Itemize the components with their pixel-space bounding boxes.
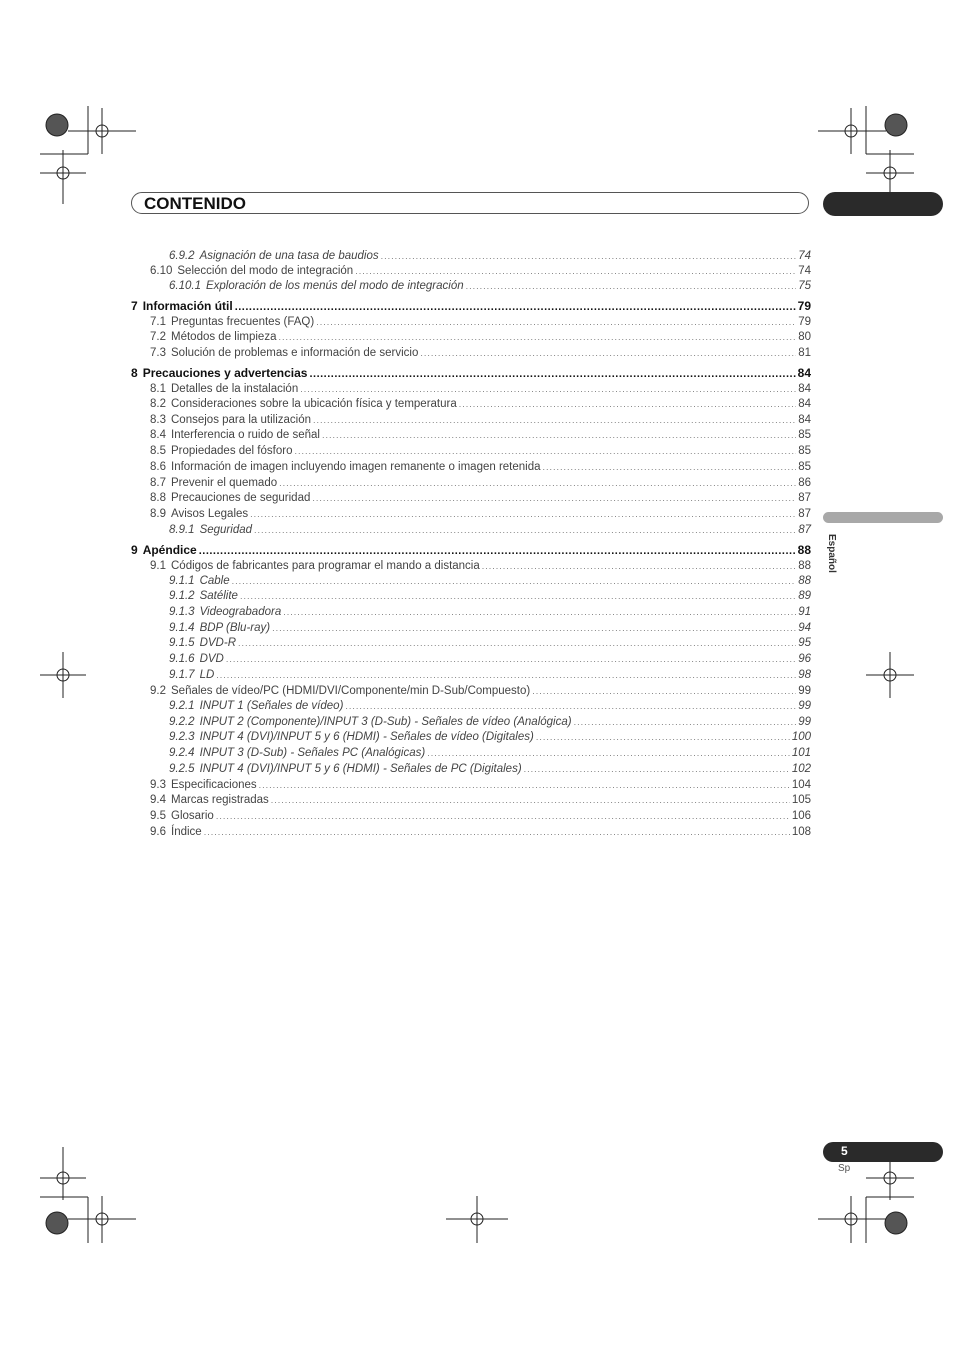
- dot-leader: [345, 699, 796, 714]
- toc-entry-number: 8: [131, 366, 138, 380]
- dot-leader: [254, 523, 796, 538]
- toc-entry[interactable]: [131, 330, 811, 345]
- toc-entry-number: 8.9: [150, 508, 166, 520]
- toc-entry[interactable]: [131, 279, 811, 294]
- dot-leader: [574, 715, 797, 730]
- toc-entry-page: 86: [798, 477, 811, 489]
- toc-entry-label: Especificaciones: [171, 779, 257, 791]
- toc-entry-label: INPUT 3 (D-Sub) - Señales PC (Analógicas): [199, 747, 426, 759]
- toc-entry-page: 99: [798, 700, 811, 712]
- toc-entry[interactable]: [131, 397, 811, 412]
- toc-entry-number: 7: [131, 299, 138, 313]
- toc-entry-number: 8.2: [150, 398, 166, 410]
- dot-leader: [235, 300, 796, 315]
- toc-entry[interactable]: [131, 762, 811, 777]
- toc-entry-label: Cable: [199, 575, 230, 587]
- toc-entry-number: 9.2.5: [169, 763, 195, 775]
- dot-leader: [283, 605, 796, 620]
- toc-entry-label: Marcas registradas: [171, 794, 269, 806]
- toc-entry-label: Glosario: [171, 810, 214, 822]
- toc-entry[interactable]: [131, 636, 811, 651]
- dot-leader: [355, 264, 796, 279]
- dot-leader: [322, 428, 796, 443]
- toc-entry-label: Consejos para la utilización: [171, 414, 311, 426]
- toc-entry-page: 74: [798, 250, 811, 262]
- toc-entry-number: 7.2: [150, 331, 166, 343]
- toc-entry-page: 75: [798, 280, 811, 292]
- toc-entry-number: 8.8: [150, 492, 166, 504]
- toc-entry-label: Índice: [171, 826, 202, 838]
- toc-entry-number: 9.1.3: [169, 606, 195, 618]
- toc-entry-page: 84: [798, 398, 811, 410]
- toc-entry-page: 98: [798, 669, 811, 681]
- toc-entry-number: 9.1.6: [169, 653, 195, 665]
- toc-entry[interactable]: [131, 730, 811, 745]
- toc-entry[interactable]: [131, 589, 811, 604]
- toc-entry[interactable]: [131, 668, 811, 683]
- toc-entry[interactable]: [131, 264, 811, 279]
- toc-entry[interactable]: [131, 299, 811, 314]
- toc-entry-page: 85: [798, 461, 811, 473]
- toc-entry-label: Señales de vídeo/PC (HDMI/DVI/Componente/min D-Sub/Compuesto): [171, 685, 531, 697]
- toc-entry-number: 9.1.4: [169, 622, 195, 634]
- toc-entry[interactable]: [131, 793, 811, 808]
- header-tab: [823, 192, 943, 216]
- dot-leader: [536, 730, 790, 745]
- toc-entry-label: DVD-R: [199, 637, 236, 649]
- toc-entry-number: 9.2.2: [169, 716, 195, 728]
- toc-entry-page: 104: [791, 779, 811, 791]
- toc-entry[interactable]: [131, 523, 811, 538]
- toc-entry-number: 8.1: [150, 383, 166, 395]
- dot-leader: [524, 762, 790, 777]
- dot-leader: [532, 684, 796, 699]
- dot-leader: [381, 249, 797, 264]
- dot-leader: [216, 809, 790, 824]
- toc-entry-page: 81: [798, 347, 811, 359]
- dot-leader: [278, 330, 796, 345]
- toc-entry[interactable]: [131, 559, 811, 574]
- toc-entry[interactable]: [131, 778, 811, 793]
- toc-entry-page: 85: [798, 445, 811, 457]
- toc-entry-page: 88: [798, 560, 811, 572]
- dot-leader: [204, 825, 790, 840]
- toc-entry-label: Métodos de limpieza: [171, 331, 277, 343]
- toc-entry-number: 9: [131, 543, 138, 557]
- dot-leader: [427, 746, 790, 761]
- toc-entry-label: Precauciones de seguridad: [171, 492, 311, 504]
- dot-leader: [259, 778, 790, 793]
- toc-entry-label: Propiedades del fósforo: [171, 445, 293, 457]
- toc-entry[interactable]: [131, 621, 811, 636]
- dot-leader: [482, 559, 796, 574]
- toc-entry-number: 9.2.1: [169, 700, 195, 712]
- page-title: CONTENIDO: [144, 194, 246, 213]
- toc-entry-number: 9.1: [150, 560, 166, 572]
- toc-entry[interactable]: [131, 507, 811, 522]
- toc-entry-label: INPUT 1 (Señales de vídeo): [199, 700, 344, 712]
- toc-entry-page: 84: [798, 383, 811, 395]
- toc-entry-page: 100: [791, 731, 811, 743]
- dot-leader: [316, 315, 796, 330]
- page-number-tab: [823, 1142, 943, 1162]
- toc-entry-label: Consideraciones sobre la ubicación física y temperatura: [171, 398, 457, 410]
- toc-entry[interactable]: [131, 413, 811, 428]
- toc-entry-label: INPUT 4 (DVI)/INPUT 5 y 6 (HDMI) - Señales de PC (Digitales): [199, 763, 522, 775]
- toc-entry[interactable]: [131, 746, 811, 761]
- toc-entry-page: 91: [798, 606, 811, 618]
- toc-entry-page: 80: [798, 331, 811, 343]
- toc-entry-number: 9.2.3: [169, 731, 195, 743]
- toc-entry-page: 79: [797, 299, 811, 313]
- toc-entry-page: 99: [798, 716, 811, 728]
- dot-leader: [271, 793, 790, 808]
- toc-entry-label: Videograbadora: [199, 606, 282, 618]
- toc-entry-label: Solución de problemas e información de servicio: [171, 347, 419, 359]
- toc-entry[interactable]: [131, 684, 811, 699]
- toc-entry-number: 9.1.7: [169, 669, 195, 681]
- toc-entry-number: 6.10.1: [169, 280, 201, 292]
- toc-entry-page: 88: [797, 543, 811, 557]
- language-tab: [823, 512, 943, 523]
- toc-entry-label: Exploración de los menús del modo de integración: [205, 280, 464, 292]
- toc-entry-page: 84: [797, 366, 811, 380]
- toc-entry[interactable]: [131, 652, 811, 667]
- toc-entry[interactable]: [131, 699, 811, 714]
- toc-entry-page: 108: [791, 826, 811, 838]
- toc-entry-page: 105: [791, 794, 811, 806]
- toc-entry-number: 8.6: [150, 461, 166, 473]
- toc-entry-label: BDP (Blu-ray): [199, 622, 271, 634]
- toc-entry-number: 8.9.1: [169, 524, 195, 536]
- dot-leader: [543, 460, 797, 475]
- dot-leader: [238, 636, 796, 651]
- toc-entry-number: 6.9.2: [169, 250, 195, 262]
- toc-entry-label: Seguridad: [199, 524, 253, 536]
- dot-leader: [279, 476, 796, 491]
- dot-leader: [226, 652, 796, 667]
- toc-entry-number: 9.3: [150, 779, 166, 791]
- toc-entry[interactable]: [131, 476, 811, 491]
- toc-entry-label: Detalles de la instalación: [171, 383, 299, 395]
- toc-entry-page: 88: [798, 575, 811, 587]
- dot-leader: [312, 491, 796, 506]
- toc-entry[interactable]: [131, 428, 811, 443]
- dot-leader: [459, 397, 796, 412]
- dot-leader: [466, 279, 797, 294]
- toc-entry-number: 9.6: [150, 826, 166, 838]
- toc-entry-label: Información útil: [142, 299, 233, 313]
- toc-entry-label: Precauciones y advertencias: [142, 366, 308, 380]
- dot-leader: [240, 589, 796, 604]
- toc-entry-label: LD: [199, 669, 215, 681]
- toc-entry-label: Información de imagen incluyendo imagen remanente o imagen retenida: [171, 461, 541, 473]
- dot-leader: [309, 367, 795, 382]
- dot-leader: [250, 507, 796, 522]
- toc-entry[interactable]: [131, 366, 811, 381]
- toc-entry-number: 9.2.4: [169, 747, 195, 759]
- language-label: Español: [826, 534, 837, 573]
- toc-entry-page: 94: [798, 622, 811, 634]
- toc-entry-label: INPUT 4 (DVI)/INPUT 5 y 6 (HDMI) - Señales de vídeo (Digitales): [199, 731, 534, 743]
- toc-entry[interactable]: [131, 809, 811, 824]
- toc-entry-number: 8.5: [150, 445, 166, 457]
- dot-leader: [294, 444, 796, 459]
- toc-entry-page: 89: [798, 590, 811, 602]
- toc-entry-page: 87: [798, 492, 811, 504]
- toc-entry[interactable]: [131, 249, 811, 264]
- header-bar: [131, 192, 809, 214]
- toc-entry-number: 7.3: [150, 347, 166, 359]
- toc-entry-number: 9.5: [150, 810, 166, 822]
- dot-leader: [420, 346, 796, 361]
- toc-entry[interactable]: [131, 825, 811, 840]
- dot-leader: [232, 574, 797, 589]
- toc-entry-label: Apéndice: [142, 543, 197, 557]
- toc-entry-page: 95: [798, 637, 811, 649]
- toc-entry-page: 102: [791, 763, 811, 775]
- toc-entry[interactable]: [131, 382, 811, 397]
- toc-entry-number: 7.1: [150, 316, 166, 328]
- toc-entry[interactable]: [131, 444, 811, 459]
- dot-leader: [313, 413, 796, 428]
- toc-entry-label: Códigos de fabricantes para programar el mando a distancia: [171, 560, 480, 572]
- toc-entry-page: 87: [798, 524, 811, 536]
- toc-entry-page: 87: [798, 508, 811, 520]
- toc-entry-page: 85: [798, 429, 811, 441]
- toc-entry-page: 79: [798, 316, 811, 328]
- toc-entry-number: 9.4: [150, 794, 166, 806]
- toc-entry-page: 74: [798, 265, 811, 277]
- toc-entry[interactable]: [131, 315, 811, 330]
- toc-entry-number: 6.10: [150, 265, 173, 277]
- toc-entry[interactable]: [131, 605, 811, 620]
- toc-entry-label: Avisos Legales: [171, 508, 249, 520]
- toc-entry-label: Satélite: [199, 590, 238, 602]
- toc-entry-number: 9.1.5: [169, 637, 195, 649]
- toc-entry-page: 101: [791, 747, 811, 759]
- toc-entry-page: 96: [798, 653, 811, 665]
- page-number: 5: [841, 1144, 848, 1158]
- toc-entry[interactable]: [131, 574, 811, 589]
- toc-entry-number: 9.1.1: [169, 575, 195, 587]
- toc-entry-label: DVD: [199, 653, 224, 665]
- toc-entry-label: INPUT 2 (Componente)/INPUT 3 (D-Sub) - Señales de vídeo (Analógica): [199, 716, 572, 728]
- dot-leader: [199, 544, 796, 559]
- toc-entry-number: 9.2: [150, 685, 166, 697]
- toc-entry-number: 8.4: [150, 429, 166, 441]
- dot-leader: [300, 382, 796, 397]
- toc-entry-label: Interferencia o ruido de señal: [171, 429, 320, 441]
- toc-entry[interactable]: [131, 491, 811, 506]
- toc-entry[interactable]: [131, 543, 811, 558]
- dot-leader: [272, 621, 796, 636]
- toc-entry-label: Prevenir el quemado: [171, 477, 278, 489]
- toc-entry[interactable]: [131, 460, 811, 475]
- toc-entry-number: 8.3: [150, 414, 166, 426]
- dot-leader: [216, 668, 796, 683]
- toc-entry-label: Preguntas frecuentes (FAQ): [171, 316, 315, 328]
- toc-entry-page: 84: [798, 414, 811, 426]
- page-lang-code: Sp: [838, 1163, 851, 1174]
- toc-entry[interactable]: [131, 715, 811, 730]
- toc-entry-number: 8.7: [150, 477, 166, 489]
- toc-entry-page: 106: [791, 810, 811, 822]
- toc-entry[interactable]: [131, 346, 811, 361]
- toc-entry-label: Asignación de una tasa de baudios: [199, 250, 379, 262]
- toc-entry-number: 9.1.2: [169, 590, 195, 602]
- toc-entry-page: 99: [798, 685, 811, 697]
- toc-entry-label: Selección del modo de integración: [177, 265, 354, 277]
